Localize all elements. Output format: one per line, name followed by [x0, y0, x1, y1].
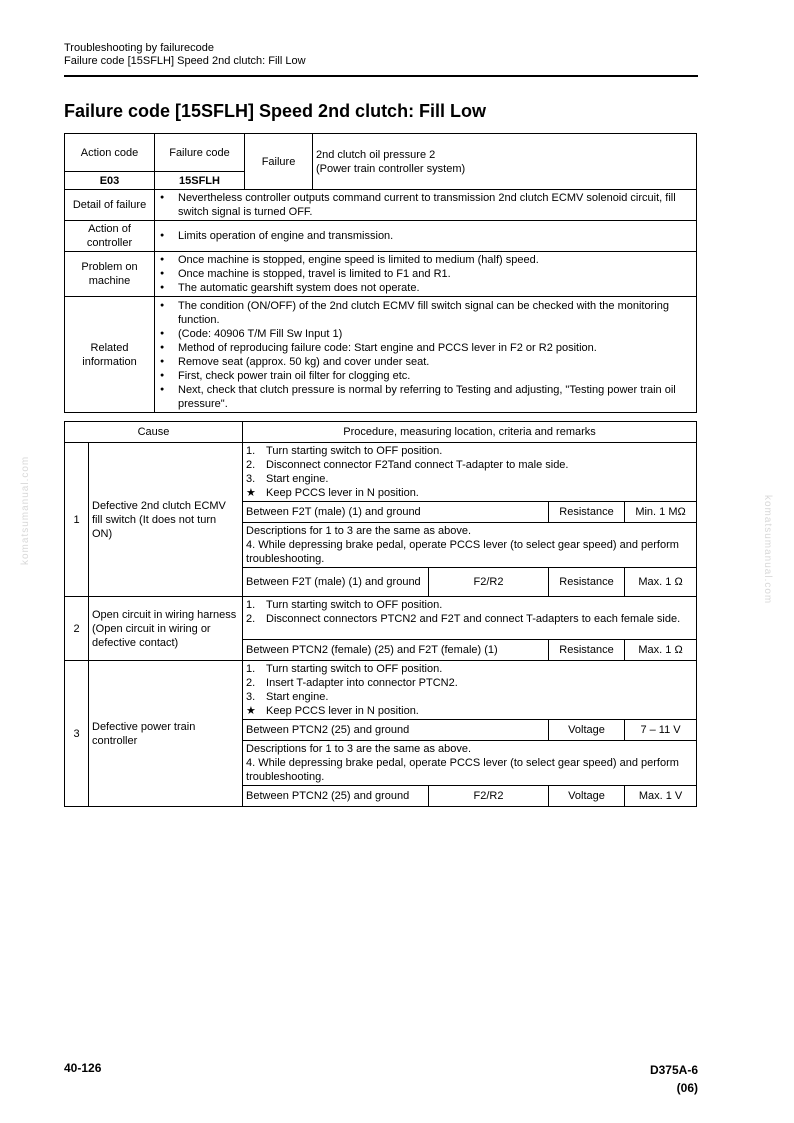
measure-value: Max. 1 Ω [625, 640, 697, 661]
measure-type: Voltage [549, 720, 625, 741]
list-item: ● The condition (ON/OFF) of the 2nd clutch ECMV fill switch signal can be checked with the monitoring function. [158, 299, 693, 327]
cause-number: 3 [65, 661, 89, 807]
related-information [155, 297, 697, 413]
list-item: 2. Insert T-adapter into connector PTCN2. [246, 677, 458, 689]
header-section: Troubleshooting by failurecode [64, 42, 215, 54]
failure-info-table [64, 133, 697, 413]
row-label-action: Action of controller [65, 221, 155, 252]
cause-number: 2 [65, 597, 89, 661]
list-item: ● Method of reproducing failure code: Start engine and PCCS lever in F2 or R2 position. [158, 341, 693, 355]
watermark-right: komatsumanual.com [762, 495, 773, 605]
watermark-left: komatsumanual.com [20, 455, 31, 565]
procedure-header: Procedure, measuring location, criteria and remarks [243, 422, 697, 443]
measure-location: Between F2T (male) (1) and ground [243, 502, 549, 523]
procedure-steps [243, 443, 697, 502]
list-item: 3. Start engine. [246, 473, 329, 485]
measure-location: Between PTCN2 (25) and ground [243, 786, 429, 807]
list-item: ● The automatic gearshift system does not operate. [158, 281, 693, 295]
list-item: ● Next, check that clutch pressure is normal by referring to Testing and adjusting, "Testing power train oil pressure". [158, 383, 693, 411]
cause-description: Defective power train controller [89, 661, 243, 807]
list-item: ● Limits operation of engine and transmission. [158, 229, 693, 243]
row-label-related: Related information [65, 297, 155, 413]
problem-on-machine [155, 252, 697, 297]
cause-header: Cause [65, 422, 243, 443]
star-icon: ★ [246, 705, 256, 717]
list-item: 1. Turn starting switch to OFF position. [246, 663, 443, 675]
cause-description: Defective 2nd clutch ECMV fill switch (It does not turn ON) [89, 443, 243, 597]
list-item: ★ Keep PCCS lever in N position. [246, 487, 419, 499]
measure-value: Max. 1 V [625, 786, 697, 807]
measure-value: Min. 1 MΩ [625, 502, 697, 523]
list-item: 1. Turn starting switch to OFF position. [246, 599, 443, 611]
procedure-steps [243, 661, 697, 720]
measure-type: Resistance [549, 568, 625, 597]
measure-condition: F2/R2 [429, 786, 549, 807]
list-item: ● Remove seat (approx. 50 kg) and cover under seat. [158, 355, 693, 369]
page-title: Failure code [15SFLH] Speed 2nd clutch: Fill Low [64, 101, 487, 121]
list-item: 1. Turn starting switch to OFF position. [246, 445, 443, 457]
list-item: ● Once machine is stopped, engine speed is limited to medium (half) speed. [158, 253, 693, 267]
footer-model: D375A-6 (06) [649, 1063, 698, 1095]
procedure-note: Descriptions for 1 to 3 are the same as above. 4. While depressing brake pedal, operate PCCS lever (to select gear speed) and perform troubleshooting. [243, 741, 697, 786]
running-header [64, 42, 306, 68]
procedure-steps [243, 597, 697, 640]
header-rule [64, 75, 698, 77]
footer-revision: (06) [676, 1081, 698, 1095]
detail-of-failure [155, 190, 697, 221]
cause-description: Open circuit in wiring harness (Open circuit in wiring or defective contact) [89, 597, 243, 661]
failure-description: 2nd clutch oil pressure 2 (Power train controller system) [313, 134, 697, 190]
measure-type: Voltage [549, 786, 625, 807]
measure-location: Between PTCN2 (female) (25) and F2T (female) (1) [243, 640, 549, 661]
list-item: ● Nevertheless controller outputs command current to transmission 2nd clutch ECMV solenoid circuit, fill switch signal is turned OFF. [158, 191, 693, 219]
code-note: ● (Code: 40906 T/M Fill Sw Input 1) [158, 327, 693, 341]
measure-type: Resistance [549, 502, 625, 523]
cause-number: 1 [65, 443, 89, 597]
measure-location: Between F2T (male) (1) and ground [243, 568, 429, 597]
failure-code-label: Failure code [155, 134, 245, 172]
action-code-value: E03 [65, 172, 155, 190]
list-item: ● Once machine is stopped, travel is limited to F1 and R1. [158, 267, 693, 281]
measure-location: Between PTCN2 (25) and ground [243, 720, 549, 741]
page-number: 40-126 [64, 1061, 102, 1075]
measure-condition: F2/R2 [429, 568, 549, 597]
star-icon: ★ [246, 487, 256, 499]
measure-value: 7 – 11 V [625, 720, 697, 741]
action-of-controller [155, 221, 697, 252]
failure-code-value: 15SFLH [155, 172, 245, 190]
list-item: 2. Disconnect connectors PTCN2 and F2T and connect T-adapters to each female side. [246, 613, 681, 625]
list-item: 3. Start engine. [246, 691, 329, 703]
procedure-note: Descriptions for 1 to 3 are the same as above. 4. While depressing brake pedal, operate PCCS lever (to select gear speed) and perform troubleshooting. [243, 523, 697, 568]
measure-type: Resistance [549, 640, 625, 661]
action-code-label: Action code [65, 134, 155, 172]
list-item: ★ Keep PCCS lever in N position. [246, 705, 419, 717]
list-item: 2. Disconnect connector F2Tand connect T-adapter to male side. [246, 459, 569, 471]
cause-table [64, 421, 697, 807]
row-label-problem: Problem on machine [65, 252, 155, 297]
failure-label: Failure [245, 134, 313, 190]
measure-value: Max. 1 Ω [625, 568, 697, 597]
row-label-detail: Detail of failure [65, 190, 155, 221]
header-subsection: Failure code [15SFLH] Speed 2nd clutch: Fill Low [64, 55, 306, 67]
list-item: ● First, check power train oil filter for clogging etc. [158, 369, 693, 383]
